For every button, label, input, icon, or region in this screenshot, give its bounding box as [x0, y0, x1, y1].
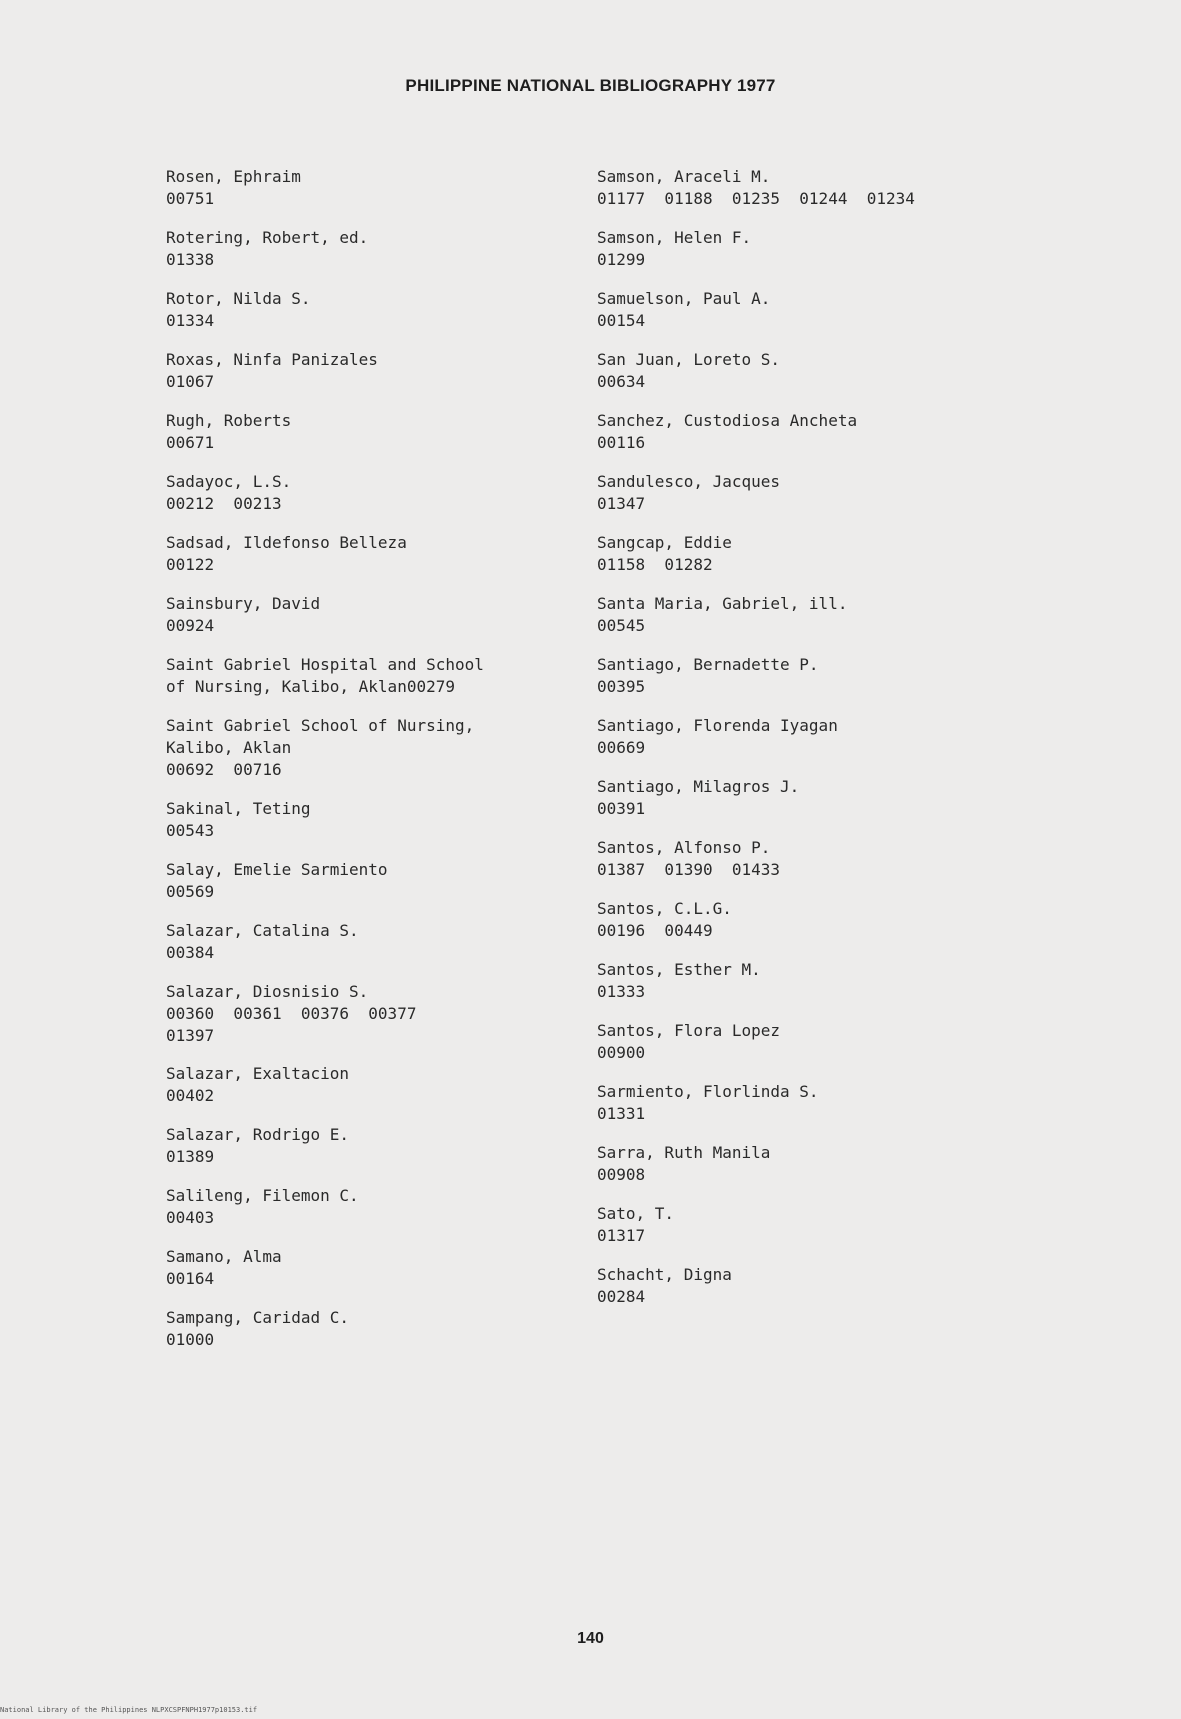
- bibliography-entry: [166, 166, 301, 210]
- entry-numbers: 00402: [166, 1086, 215, 1105]
- author-name: Samson, Helen F.: [597, 228, 752, 247]
- author-name: Sakinal, Teting: [166, 799, 311, 818]
- entry-numbers: 01387 01390 01433: [597, 860, 781, 879]
- bibliography-entry: [166, 593, 320, 637]
- entry-numbers: 00543: [166, 821, 215, 840]
- bibliography-entry: [166, 471, 291, 515]
- author-name: Sanchez, Custodiosa Ancheta: [597, 411, 858, 430]
- entry-numbers: 00900: [597, 1043, 646, 1062]
- bibliography-entry: [597, 227, 751, 271]
- author-name: Salileng, Filemon C.: [166, 1186, 359, 1205]
- bibliography-entry: [597, 532, 732, 576]
- bibliography-entry: [597, 288, 770, 332]
- bibliography-entry: [166, 920, 359, 964]
- author-name: Roxas, Ninfa Panizales: [166, 350, 378, 369]
- bibliography-entry: [597, 898, 732, 942]
- bibliography-entry: [597, 1264, 732, 1308]
- author-name: Samson, Araceli M.: [597, 167, 771, 186]
- author-name: Salazar, Catalina S.: [166, 921, 359, 940]
- author-name: San Juan, Loreto S.: [597, 350, 781, 369]
- bibliography-entry: [166, 715, 474, 781]
- bibliography-entry: [166, 981, 416, 1047]
- entry-numbers: 00569: [166, 882, 215, 901]
- bibliography-entry: [597, 349, 780, 393]
- bibliography-entry: [597, 593, 847, 637]
- author-name: Rotering, Robert, ed.: [166, 228, 369, 247]
- entry-numbers: 01000: [166, 1330, 215, 1349]
- author-name: Santos, Flora Lopez: [597, 1021, 781, 1040]
- entry-numbers: 01317: [597, 1226, 646, 1245]
- entry-numbers: 00284: [597, 1287, 646, 1306]
- author-name: Saint Gabriel School of Nursing, Kalibo, Aklan: [166, 716, 475, 757]
- page-number: 140: [577, 1630, 604, 1647]
- entry-numbers: 01334: [166, 311, 215, 330]
- entry-numbers: 00212 00213: [166, 494, 282, 513]
- bibliography-entry: [597, 959, 761, 1003]
- author-name: Salay, Emelie Sarmiento: [166, 860, 388, 879]
- author-name: Salazar, Rodrigo E.: [166, 1125, 350, 1144]
- entry-numbers: 00669: [597, 738, 646, 757]
- bibliography-entry: [597, 1081, 819, 1125]
- entry-numbers: 00924: [166, 616, 215, 635]
- bibliography-entry: [597, 410, 857, 454]
- entry-numbers: 01299: [597, 250, 646, 269]
- entry-numbers: 00116: [597, 433, 646, 452]
- entry-numbers: 00692 00716: [166, 760, 282, 779]
- author-name: Rugh, Roberts: [166, 411, 292, 430]
- entry-numbers: 01177 01188 01235 01244 01234: [597, 189, 915, 208]
- bibliography-entry: [166, 227, 368, 271]
- entry-numbers: 00751: [166, 189, 215, 208]
- entry-numbers: 00154: [597, 311, 646, 330]
- author-name: Santiago, Bernadette P.: [597, 655, 819, 674]
- entry-numbers: 01347: [597, 494, 646, 513]
- author-name: Sangcap, Eddie: [597, 533, 732, 552]
- author-name: Santos, Alfonso P.: [597, 838, 771, 857]
- bibliography-entry: [166, 859, 388, 903]
- author-name: Samuelson, Paul A.: [597, 289, 771, 308]
- author-name: Sadayoc, L.S.: [166, 472, 292, 491]
- entry-numbers: 00908: [597, 1165, 646, 1184]
- bibliography-entry: [166, 1307, 349, 1351]
- bibliography-entry: [166, 349, 378, 393]
- entry-numbers: 01331: [597, 1104, 646, 1123]
- entry-numbers: 00196 00449: [597, 921, 713, 940]
- author-name: Sampang, Caridad C.: [166, 1308, 350, 1327]
- bibliography-entry: [597, 837, 780, 881]
- entry-numbers: 00395: [597, 677, 646, 696]
- entry-numbers: 00122: [166, 555, 215, 574]
- entry-numbers: 00671: [166, 433, 215, 452]
- entry-numbers: 01158 01282: [597, 555, 713, 574]
- page-header: PHILIPPINE NATIONAL BIBLIOGRAPHY 1977: [405, 76, 776, 95]
- scan-footer: National Library of the Philippines NLPXCSPFNPH1977p10153.tif: [0, 1706, 258, 1714]
- bibliography-entry: [166, 798, 311, 842]
- author-name: Salazar, Diosnisio S.: [166, 982, 369, 1001]
- author-name: Rotor, Nilda S.: [166, 289, 311, 308]
- author-name: Sarra, Ruth Manila: [597, 1143, 771, 1162]
- author-name: Saint Gabriel Hospital and School of Nursing, Kalibo, Aklan00279: [166, 655, 484, 696]
- entry-numbers: 01389: [166, 1147, 215, 1166]
- entry-numbers: 01067: [166, 372, 215, 391]
- author-name: Santa Maria, Gabriel, ill.: [597, 594, 848, 613]
- entry-numbers: 00384: [166, 943, 215, 962]
- bibliography-entry: [597, 715, 838, 759]
- entry-numbers: 00403: [166, 1208, 215, 1227]
- author-name: Santiago, Milagros J.: [597, 777, 800, 796]
- bibliography-entry: [166, 1124, 349, 1168]
- author-name: Sandulesco, Jacques: [597, 472, 781, 491]
- author-name: Sadsad, Ildefonso Belleza: [166, 533, 407, 552]
- author-name: Sainsbury, David: [166, 594, 321, 613]
- author-name: Sato, T.: [597, 1204, 675, 1223]
- bibliography-entry: [597, 1020, 780, 1064]
- author-name: Sarmiento, Florlinda S.: [597, 1082, 819, 1101]
- entry-numbers: 00634: [597, 372, 646, 391]
- author-name: Samano, Alma: [166, 1247, 282, 1266]
- author-name: Rosen, Ephraim: [166, 167, 301, 186]
- author-name: Santos, Esther M.: [597, 960, 761, 979]
- bibliography-entry: [166, 288, 311, 332]
- bibliography-entry: [597, 471, 780, 515]
- bibliography-entry: [597, 166, 915, 210]
- entry-numbers: 01338: [166, 250, 215, 269]
- bibliography-entry: [166, 654, 484, 698]
- bibliography-entry: [166, 1185, 359, 1229]
- entry-numbers: 00545: [597, 616, 646, 635]
- bibliography-entry: [166, 532, 407, 576]
- entry-numbers: 00391: [597, 799, 646, 818]
- author-name: Santos, C.L.G.: [597, 899, 732, 918]
- author-name: Santiago, Florenda Iyagan: [597, 716, 838, 735]
- entry-numbers: 00164: [166, 1269, 215, 1288]
- author-name: Schacht, Digna: [597, 1265, 732, 1284]
- bibliography-entry: [597, 1142, 770, 1186]
- bibliography-entry: [166, 410, 291, 454]
- author-name: Salazar, Exaltacion: [166, 1064, 350, 1083]
- bibliography-entry: [166, 1063, 349, 1107]
- entry-numbers: 01333: [597, 982, 646, 1001]
- bibliography-entry: [597, 654, 819, 698]
- bibliography-entry: [166, 1246, 282, 1290]
- bibliography-entry: [597, 776, 799, 820]
- entry-numbers: 00360 00361 00376 00377 01397: [166, 1004, 417, 1045]
- bibliography-entry: [597, 1203, 674, 1247]
